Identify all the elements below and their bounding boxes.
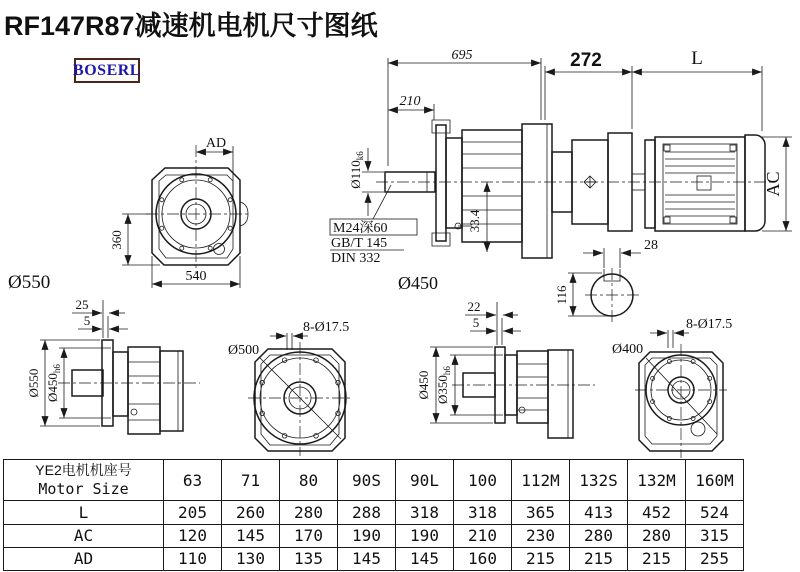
cell: 215 — [512, 547, 570, 570]
col-header: 100 — [454, 460, 512, 501]
dim-holes1-label: 8-Ø17.5 — [303, 320, 350, 335]
dim-272-label: 272 — [570, 50, 602, 71]
cell: 205 — [164, 501, 222, 524]
cell: 365 — [512, 501, 570, 524]
std1-note: GB/T 145 — [331, 236, 388, 251]
flange-side-view-2 — [416, 299, 595, 438]
cell: 210 — [454, 524, 512, 547]
dim-25-label: 25 — [75, 297, 89, 312]
table-row-AC — [4, 524, 744, 547]
key-section-view — [554, 238, 658, 322]
cell: 215 — [628, 547, 686, 570]
dim-116-label: 116 — [554, 285, 569, 305]
cell: 230 — [512, 524, 570, 547]
cell: 145 — [222, 524, 280, 547]
dim-695-label: 695 — [451, 48, 473, 63]
cell: 120 — [164, 524, 222, 547]
header-en: Motor Size — [38, 479, 129, 498]
dim-210-label: 210 — [399, 94, 421, 109]
front-view — [8, 136, 248, 293]
dim-flange1-od-label: Ø550 — [26, 368, 41, 398]
dim-holes2-label: 8-Ø17.5 — [686, 317, 733, 332]
cell: 110 — [164, 547, 222, 570]
table-row-L — [4, 501, 744, 524]
col-header: 132M — [628, 460, 686, 501]
dim-450-label: Ø450 — [398, 273, 438, 293]
dim-L-label: L — [691, 48, 703, 69]
dim-shaft-dia-label: $Ø110_{k6}$ — [348, 151, 365, 189]
side-view — [330, 48, 792, 293]
col-header: 80 — [280, 460, 338, 501]
dim-500-label: Ø500 — [228, 343, 260, 358]
header-cn: YE2电机机座号 — [35, 462, 132, 479]
cell: 315 — [686, 524, 744, 547]
cell: 524 — [686, 501, 744, 524]
dim-22-label: 22 — [467, 299, 481, 314]
col-header: 160M — [686, 460, 744, 501]
cell: 452 — [628, 501, 686, 524]
col-header: 132S — [570, 460, 628, 501]
row-label: AD — [4, 547, 164, 570]
dim-AC-label: AC — [763, 171, 783, 197]
flange-face-view-2 — [612, 317, 732, 458]
dim-360-label: 360 — [109, 230, 124, 250]
dim-ad-label: AD — [205, 136, 227, 151]
dim-flange2-pilot-label: $Ø350_{h6}$ — [435, 366, 452, 404]
motor-size-table — [3, 459, 744, 571]
row-label: AC — [4, 524, 164, 547]
page-title: RF147R87减速机电机尺寸图纸 — [4, 11, 378, 41]
col-header: 90L — [396, 460, 454, 501]
cell: 280 — [570, 524, 628, 547]
cell: 280 — [628, 524, 686, 547]
cell: 280 — [280, 501, 338, 524]
cell: 145 — [396, 547, 454, 570]
boserl-logo-text: BOSERL — [73, 61, 141, 79]
technical-drawing — [0, 40, 800, 460]
header-motor-size — [4, 460, 164, 501]
std2-note: DIN 332 — [331, 251, 381, 266]
cell: 190 — [396, 524, 454, 547]
dim-5-label: 5 — [83, 313, 91, 328]
table-header-row — [4, 460, 744, 501]
cell: 318 — [454, 501, 512, 524]
tap-note: M24深60 — [333, 221, 388, 236]
dim-540-label: 540 — [185, 269, 207, 284]
cell: 260 — [222, 501, 280, 524]
row-label: L — [4, 501, 164, 524]
dim-5b-label: 5 — [472, 315, 480, 330]
cell: 160 — [454, 547, 512, 570]
cell: 288 — [338, 501, 396, 524]
col-header: 90S — [338, 460, 396, 501]
col-header: 71 — [222, 460, 280, 501]
motor-fins — [664, 145, 736, 223]
dim-400-label: Ø400 — [612, 342, 644, 357]
dim-flange1-pilot-label: $Ø450_{h6}$ — [45, 364, 62, 402]
cell: 318 — [396, 501, 454, 524]
cell: 170 — [280, 524, 338, 547]
cell: 413 — [570, 501, 628, 524]
cell: 190 — [338, 524, 396, 547]
dim-550-label: Ø550 — [8, 272, 51, 293]
col-header: 112M — [512, 460, 570, 501]
col-header: 63 — [164, 460, 222, 501]
flange-side-view-1 — [26, 297, 200, 434]
flange-face-view-1 — [228, 320, 352, 456]
cell: 130 — [222, 547, 280, 570]
cell: 255 — [686, 547, 744, 570]
cell: 145 — [338, 547, 396, 570]
dim-28-label: 28 — [644, 238, 658, 253]
dim-flange2-od-label: Ø450 — [416, 370, 431, 400]
cell: 135 — [280, 547, 338, 570]
cell: 215 — [570, 547, 628, 570]
dim-33.4-label: 33.4 — [467, 209, 482, 233]
table-row-AD — [4, 547, 744, 570]
